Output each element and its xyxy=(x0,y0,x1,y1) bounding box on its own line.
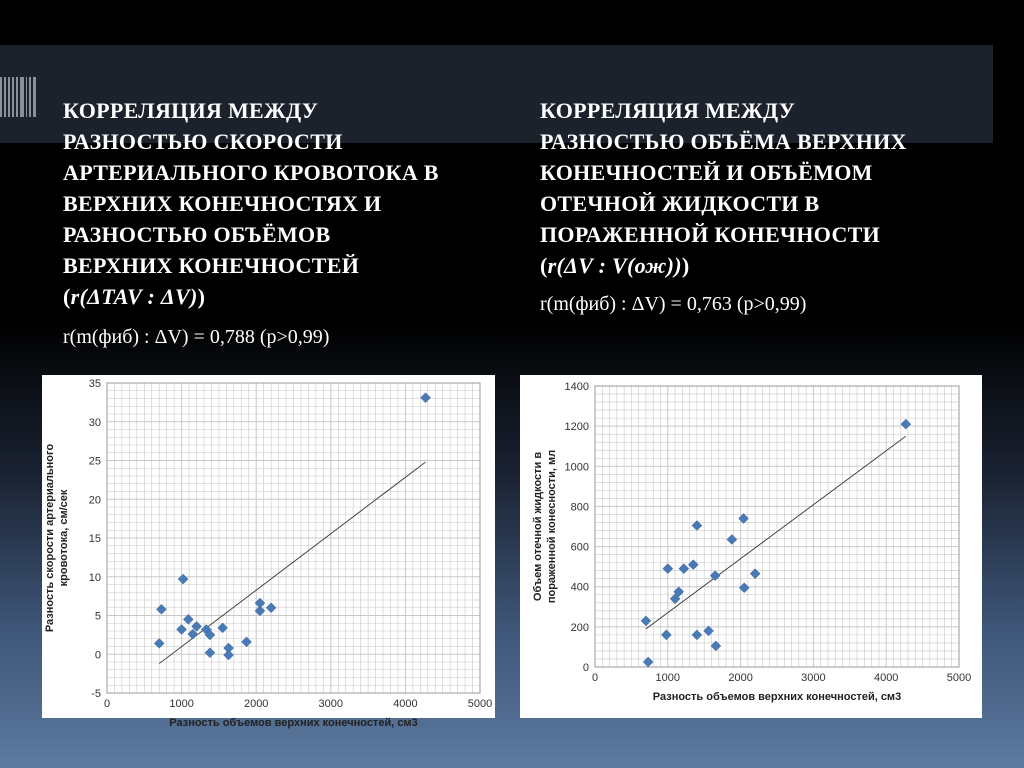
left-correlation-stat: r(m(фиб) : ΔV) = 0,788 (p>0,99) xyxy=(63,326,330,348)
y-tick-label: 20 xyxy=(88,494,101,507)
x-axis-title: Разность объемов верхних конечностей, см3 xyxy=(169,717,418,729)
left-heading-line: ВЕРХНИХ КОНЕЧНОСТЯХ И xyxy=(63,191,382,216)
chart-left-svg xyxy=(42,375,495,729)
y-tick-label: 10 xyxy=(88,571,101,584)
x-tick-label: 5000 xyxy=(467,698,493,710)
y-axis-title-line: кровотока, см/сек xyxy=(58,489,70,587)
data-point xyxy=(224,650,234,660)
data-point xyxy=(242,637,252,647)
y-tick-label: 400 xyxy=(570,581,589,594)
trendline xyxy=(646,436,906,629)
x-tick-label: 5000 xyxy=(946,672,972,684)
data-point xyxy=(679,564,689,574)
right-correlation-stat: r(m(фиб) : ΔV) = 0,763 (p>0,99) xyxy=(540,293,807,315)
data-point xyxy=(266,603,276,613)
chart-left xyxy=(42,375,495,729)
x-tick-label: 3000 xyxy=(318,698,344,710)
x-tick-label: 4000 xyxy=(873,672,899,684)
x-tick-label: 0 xyxy=(591,672,599,684)
x-tick-label: 3000 xyxy=(801,672,826,684)
y-tick-label: 0 xyxy=(94,649,101,662)
y-tick-label: 200 xyxy=(570,621,589,634)
right-formula: r(ΔV : V(ож)) xyxy=(547,253,682,278)
decorative-stripes xyxy=(0,77,36,117)
y-tick-label: 0 xyxy=(582,662,589,674)
y-tick-label: 25 xyxy=(88,455,101,468)
right-formula-line: (r(ΔV : V(ож))) xyxy=(540,253,690,278)
y-tick-label: 800 xyxy=(570,501,589,514)
right-heading-line: ОТЕЧНОЙ ЖИДКОСТИ В xyxy=(540,191,820,216)
data-point xyxy=(643,657,653,667)
left-heading-line: ВЕРХНИХ КОНЕЧНОСТЕЙ xyxy=(63,253,360,278)
y-tick-label: 1200 xyxy=(564,421,589,434)
left-heading-line: АРТЕРИАЛЬНОГО КРОВОТОКА В xyxy=(63,160,439,185)
right-heading-line: КОРРЕЛЯЦИЯ МЕЖДУ xyxy=(540,98,796,123)
y-tick-label: 5 xyxy=(94,610,101,623)
data-point xyxy=(156,604,166,614)
left-heading-line: РАЗНОСТЬЮ СКОРОСТИ xyxy=(63,129,343,154)
data-point xyxy=(692,520,702,530)
data-point xyxy=(727,535,737,545)
right-heading-line: КОНЕЧНОСТЕЙ И ОБЪЁМОМ xyxy=(540,160,873,185)
y-axis-title-line: пораженной конесности, мл xyxy=(546,449,558,604)
x-tick-label: 2000 xyxy=(728,672,753,684)
data-point xyxy=(641,616,651,626)
data-point xyxy=(901,419,911,429)
left-heading xyxy=(63,95,503,312)
x-tick-label: 2000 xyxy=(243,698,269,710)
chart-right xyxy=(520,375,982,718)
y-tick-label: 35 xyxy=(88,378,101,390)
x-axis-title: Разность объемов верхних конечностей, см3 xyxy=(652,691,902,703)
right-heading-line: ПОРАЖЕННОЙ КОНЕЧНОСТИ xyxy=(540,222,881,247)
data-point xyxy=(739,513,749,523)
y-tick-label: 600 xyxy=(570,541,589,554)
y-tick-label: -5 xyxy=(91,688,101,700)
data-point xyxy=(421,393,431,403)
right-heading xyxy=(540,95,990,281)
data-point xyxy=(704,626,714,636)
data-point xyxy=(154,638,164,648)
y-tick-label: 30 xyxy=(88,416,101,429)
y-tick-label: 15 xyxy=(88,533,101,545)
data-point xyxy=(750,569,760,579)
y-tick-label: 1400 xyxy=(564,381,589,393)
data-point xyxy=(663,564,673,574)
left-formula: r(ΔTAV : ΔV) xyxy=(70,284,198,309)
right-heading-line: РАЗНОСТЬЮ ОБЪЁМА ВЕРХНИХ xyxy=(540,129,907,154)
data-point xyxy=(205,648,215,658)
data-point xyxy=(692,630,702,640)
y-tick-label: 1000 xyxy=(564,461,589,474)
data-point xyxy=(177,624,187,634)
left-heading-line: КОРРЕЛЯЦИЯ МЕЖДУ xyxy=(63,98,319,123)
data-point xyxy=(711,641,721,651)
left-formula-line: (r(ΔTAV : ΔV)) xyxy=(63,284,206,309)
data-point xyxy=(178,574,188,584)
y-axis-title-line: Разность скорости артериального xyxy=(44,443,56,633)
x-tick-label: 1000 xyxy=(655,672,681,684)
x-tick-label: 4000 xyxy=(393,698,418,710)
chart-right-svg xyxy=(520,375,982,718)
data-point xyxy=(661,630,671,640)
left-heading-line: РАЗНОСТЬЮ ОБЪЁМОВ xyxy=(63,222,331,247)
y-axis-title-line: Объем отечной жидкости в xyxy=(532,451,544,602)
trendline xyxy=(159,462,425,664)
x-tick-label: 0 xyxy=(103,698,111,710)
x-tick-label: 1000 xyxy=(169,698,194,710)
